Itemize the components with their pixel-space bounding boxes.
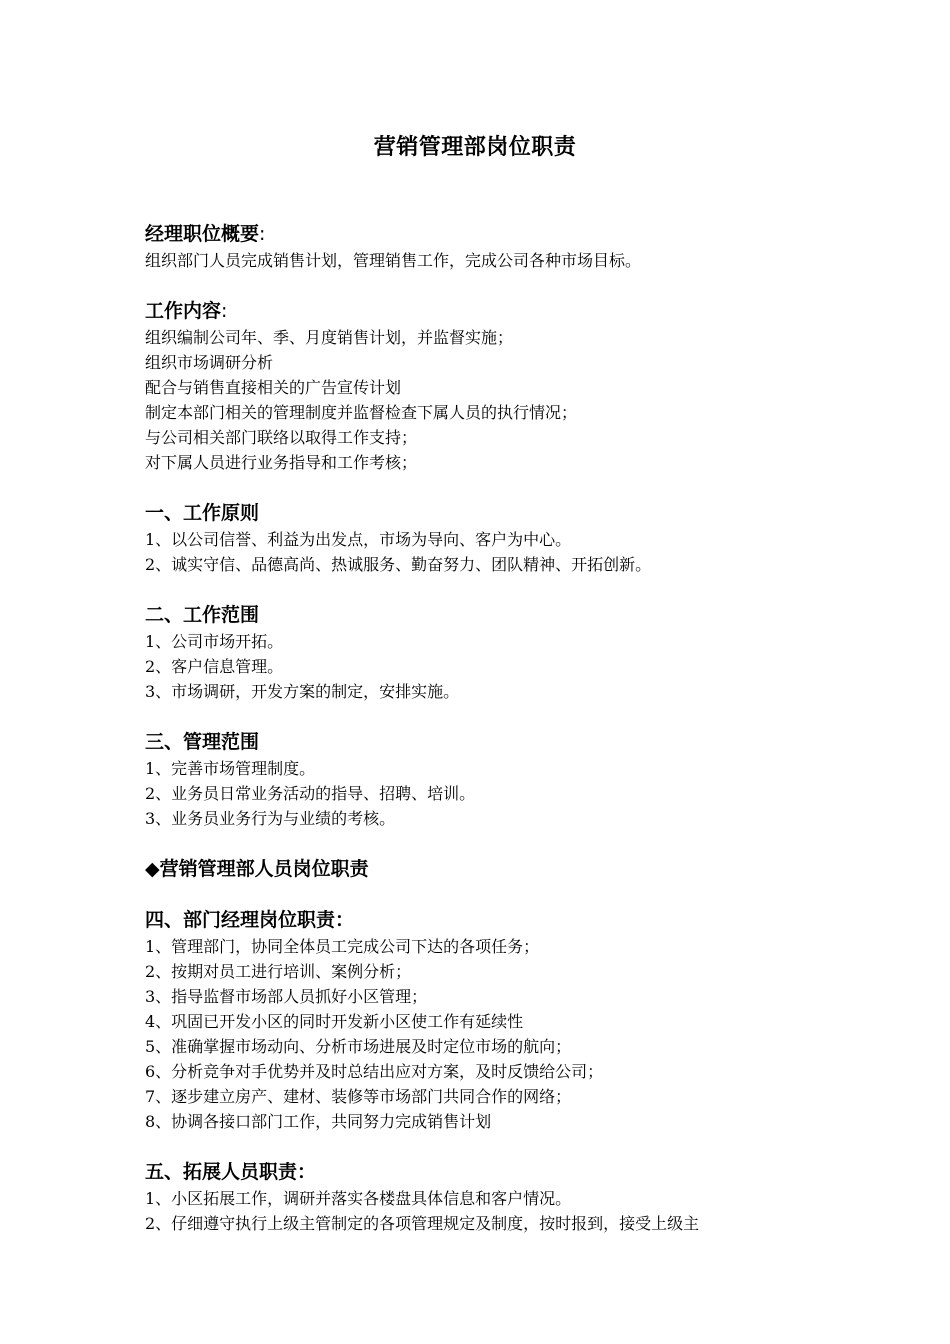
paragraph-line: 8、协调各接口部门工作，共同努力完成销售计划 <box>145 1112 492 1131</box>
section-heading: 四、部门经理岗位职责： <box>145 909 355 931</box>
heading-colon: : <box>259 223 266 245</box>
paragraph-line: 5、准确掌握市场动向、分析市场进展及时定位市场的航向； <box>145 1037 572 1056</box>
paragraph-line: 制定本部门相关的管理制度并监督检查下属人员的执行情况； <box>145 403 578 422</box>
paragraph-line: 2、诚实守信、品德高尚、热诚服务、勤奋努力、团队精神、开拓创新。 <box>145 555 652 574</box>
section-heading: 二、工作范围 <box>145 604 260 626</box>
section-work-principles <box>145 500 845 577</box>
paragraph-line: 组织部门人员完成销售计划，管理销售工作，完成公司各种市场目标。 <box>145 251 642 270</box>
paragraph-line: 3、指导监督市场部人员抓好小区管理； <box>145 987 428 1006</box>
heading-colon: : <box>221 300 228 322</box>
paragraph-line: 组织市场调研分析 <box>145 353 274 372</box>
paragraph-line: 与公司相关部门联络以取得工作支持； <box>145 428 418 447</box>
section-work-content <box>145 298 845 475</box>
document-title: 营销管理部岗位职责 <box>373 135 577 160</box>
paragraph-line: 2、客户信息管理。 <box>145 657 284 676</box>
section-heading: 五、拓展人员职责： <box>145 1161 317 1183</box>
paragraph-line: 组织编制公司年、季、月度销售计划，并监督实施； <box>145 328 514 347</box>
paragraph-line: 1、小区拓展工作，调研并落实各楼盘具体信息和客户情况。 <box>145 1189 572 1208</box>
section-heading: 三、管理范围 <box>145 731 260 753</box>
paragraph-line: 3、市场调研，开发方案的制定，安排实施。 <box>145 682 460 701</box>
section-department-manager-duties <box>145 907 845 1134</box>
paragraph-line: 6、分析竞争对手优势并及时总结出应对方案，及时反馈给公司； <box>145 1062 604 1081</box>
paragraph-line: 3、业务员业务行为与业绩的考核。 <box>145 809 396 828</box>
paragraph-line: 1、以公司信誉、利益为出发点，市场为导向、客户为中心。 <box>145 530 572 549</box>
staff-duties-heading: ◆营销管理部人员岗位职责 <box>145 858 369 880</box>
section-manager-summary <box>145 221 845 273</box>
heading-text: 经理职位概要 <box>145 223 260 245</box>
section-work-scope <box>145 602 845 704</box>
paragraph-line: 7、逐步建立房产、建材、装修等市场部门共同合作的网络； <box>145 1087 572 1106</box>
section-heading <box>145 298 845 325</box>
section-heading: 一、工作原则 <box>145 502 260 524</box>
paragraph-line: 4、巩固已开发小区的同时开发新小区使工作有延续性 <box>145 1012 524 1031</box>
heading-text: 工作内容 <box>145 300 222 322</box>
paragraph-line: 对下属人员进行业务指导和工作考核； <box>145 453 418 472</box>
paragraph-line: 2、仔细遵守执行上级主管制定的各项管理规定及制度，按时报到，接受上级主 <box>145 1214 700 1233</box>
paragraph-line: 1、公司市场开拓。 <box>145 632 284 651</box>
paragraph-line: 2、业务员日常业务活动的指导、招聘、培训。 <box>145 784 476 803</box>
section-heading <box>145 221 845 248</box>
document-body <box>145 221 845 1261</box>
paragraph-line: 2、按期对员工进行培训、案例分析； <box>145 962 412 981</box>
section-management-scope <box>145 729 845 831</box>
section-expansion-staff-duties <box>145 1159 845 1236</box>
paragraph-line: 1、管理部门，协同全体员工完成公司下达的各项任务； <box>145 937 540 956</box>
paragraph-line: 1、完善市场管理制度。 <box>145 759 316 778</box>
paragraph-line: 配合与销售直接相关的广告宣传计划 <box>145 378 402 397</box>
